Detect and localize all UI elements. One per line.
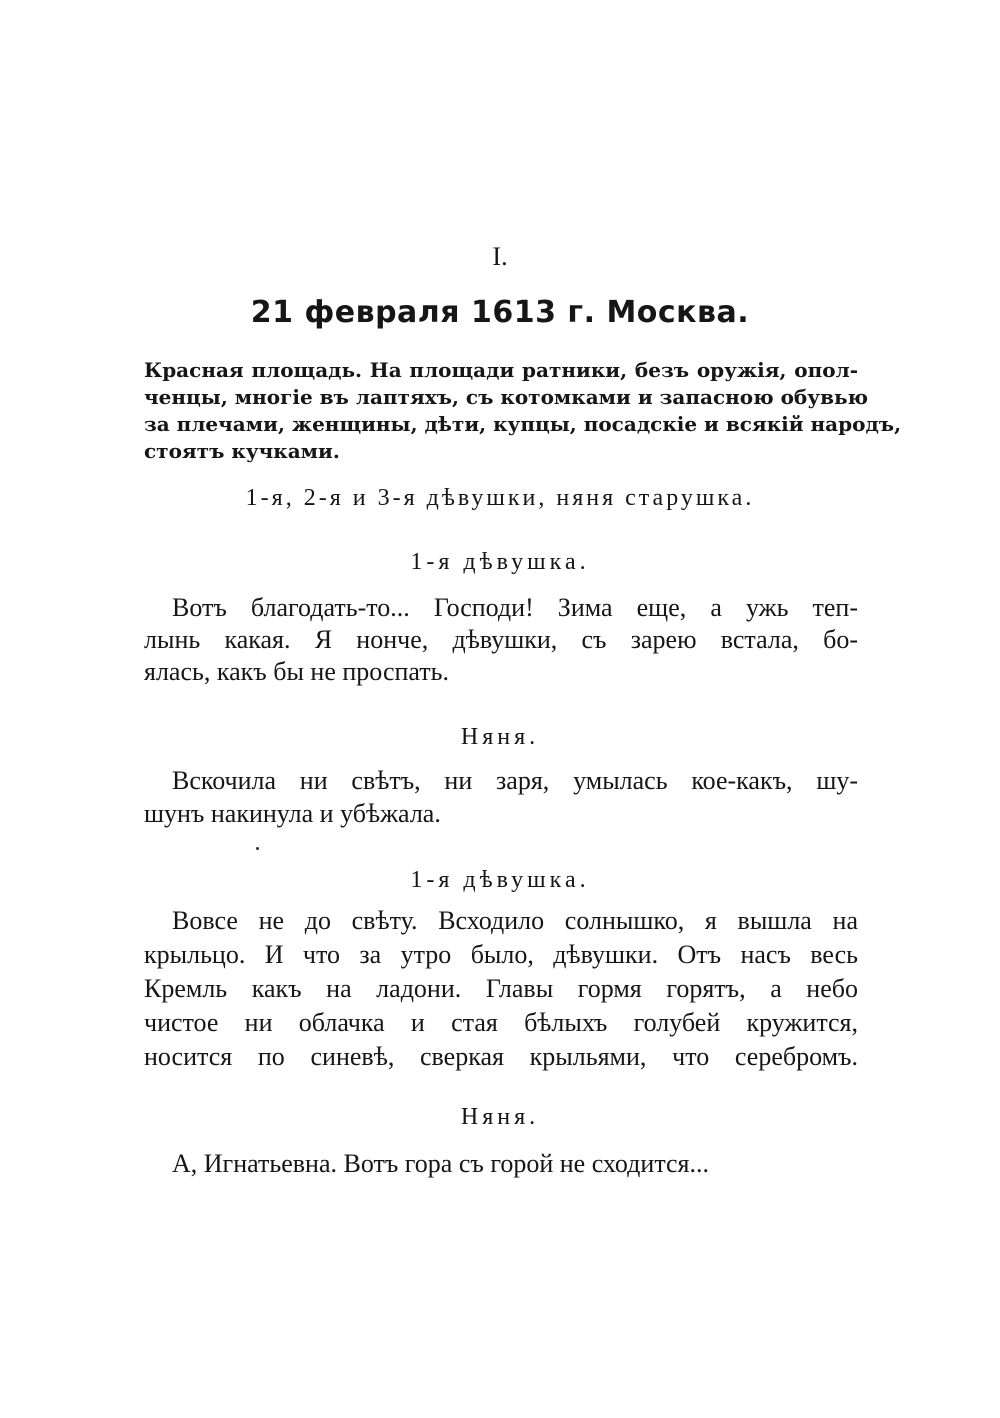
speech-line: носится по синевѣ, сверкая крыльями, что серебромъ. [144, 1042, 858, 1071]
speech-line: Вовсе не до свѣту. Всходило солнышко, я вышла на [172, 906, 858, 935]
scene-title: 21 февраля 1613 г. Москва. [250, 295, 750, 330]
stage-direction-line: стоятъ кучками. [144, 439, 340, 463]
speech-line: крыльцо. И что за утро было, дѣвушки. Отъ насъ весь [144, 940, 858, 969]
stage-direction-line: Красная площадь. На площади ратники, безъ оружія, опол- [144, 358, 858, 382]
speech-line: Вотъ благодать-то... Господи! Зима еще, а ужь теп- [172, 593, 858, 622]
speech-line: ялась, какъ бы не проспать. [144, 657, 449, 686]
print-speck [256, 847, 259, 850]
stage-direction-line: за плечами, женщины, дѣти, купцы, посадскіе и всякій народъ, [144, 412, 902, 436]
speech-line: шунъ накинула и убѣжала. [144, 799, 441, 828]
speaker-name: 1-я дѣвушка. [410, 549, 590, 575]
speech-line: лынь какая. Я нонче, дѣвушки, съ зарею встала, бо- [144, 625, 858, 654]
speaker-name: Няня. [460, 1104, 540, 1130]
stage-direction-line: ченцы, многіе въ лаптяхъ, съ котомками и запасною обувью [144, 385, 869, 409]
speaker-name: 1-я дѣвушка. [410, 867, 590, 893]
speech-line: А, Игнатьевна. Вотъ гора съ горой не сходится... [172, 1149, 709, 1178]
speech-line: Вскочила ни свѣтъ, ни заря, умылась кое-какъ, шу- [172, 766, 858, 795]
speech-line: чистое ни облачка и стая бѣлыхъ голубей кружится, [144, 1008, 858, 1037]
chapter-numeral: I. [492, 242, 508, 271]
speech-line: Кремль какъ на ладони. Главы гормя горятъ, а небо [144, 974, 858, 1003]
speaker-name: Няня. [460, 724, 540, 750]
cast-list: 1-я, 2-я и 3-я дѣвушки, няня старушка. [245, 485, 755, 511]
